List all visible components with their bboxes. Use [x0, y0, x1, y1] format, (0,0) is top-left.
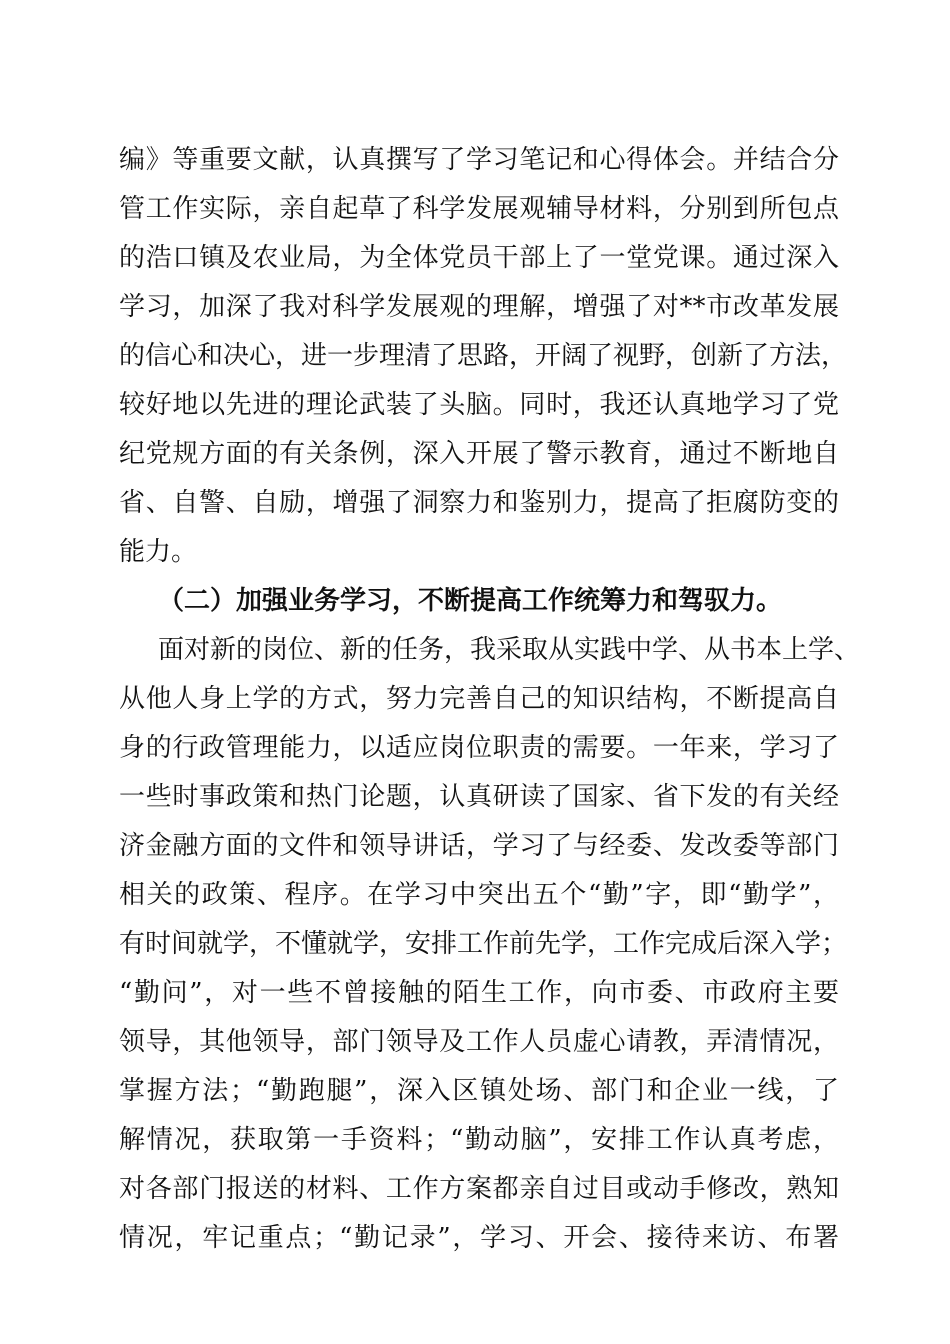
paragraph-line: 解情况，获取第一手资料；“勤动脑”，安排工作认真考虑，: [119, 1125, 839, 1155]
paragraph-line: 身的行政管理能力，以适应岗位职责的需要。一年来，学习了: [119, 733, 839, 763]
paragraph-line: 的浩口镇及农业局，为全体党员干部上了一堂党课。通过深入: [119, 243, 839, 273]
paragraph-line: 较好地以先进的理论武装了头脑。同时，我还认真地学习了党: [119, 390, 839, 420]
paragraph-line: 从他人身上学的方式，努力完善自己的知识结构，不断提高自: [119, 684, 839, 714]
paragraph-line: 对各部门报送的材料、工作方案都亲自过目或动手修改，熟知: [119, 1174, 839, 1204]
paragraph-line: 掌握方法；“勤跑腿”，深入区镇处场、部门和企业一线，了: [119, 1076, 839, 1106]
paragraph-line: 学习，加深了我对科学发展观的理解，增强了对**市改革发展: [119, 292, 839, 322]
section-heading: （二）加强业务学习，不断提高工作统筹力和驾驭力。: [158, 586, 783, 616]
paragraph-line: 领导，其他领导，部门领导及工作人员虚心请教，弄清情况，: [119, 1027, 839, 1057]
paragraph-line: 能力。: [119, 537, 198, 567]
paragraph-line: 有时间就学，不懂就学，安排工作前先学，工作完成后深入学；: [119, 929, 848, 959]
paragraph-line: 纪党规方面的有关条例，深入开展了警示教育，通过不断地自: [119, 439, 839, 469]
paragraph-line: 相关的政策、程序。在学习中突出五个“勤”字，即“勤学”，: [119, 880, 839, 910]
paragraph-line: 管工作实际，亲自起草了科学发展观辅导材料，分别到所包点: [119, 194, 839, 224]
paragraph-line: 编》等重要文献，认真撰写了学习笔记和心得体会。并结合分: [119, 145, 839, 175]
paragraph-line: 情况，牢记重点；“勤记录”，学习、开会、接待来访、布署: [119, 1223, 839, 1253]
paragraph-line: 省、自警、自励，增强了洞察力和鉴别力，提高了拒腐防变的: [119, 488, 839, 518]
paragraph-line: 面对新的岗位、新的任务，我采取从实践中学、从书本上学、: [158, 635, 861, 665]
paragraph-line: “勤问”，对一些不曾接触的陌生工作，向市委、市政府主要: [119, 978, 839, 1008]
paragraph-line: 济金融方面的文件和领导讲话，学习了与经委、发改委等部门: [119, 831, 839, 861]
paragraph-line: 的信心和决心，进一步理清了思路，开阔了视野，创新了方法，: [119, 341, 848, 371]
paragraph-line: 一些时事政策和热门论题，认真研读了国家、省下发的有关经: [119, 782, 839, 812]
